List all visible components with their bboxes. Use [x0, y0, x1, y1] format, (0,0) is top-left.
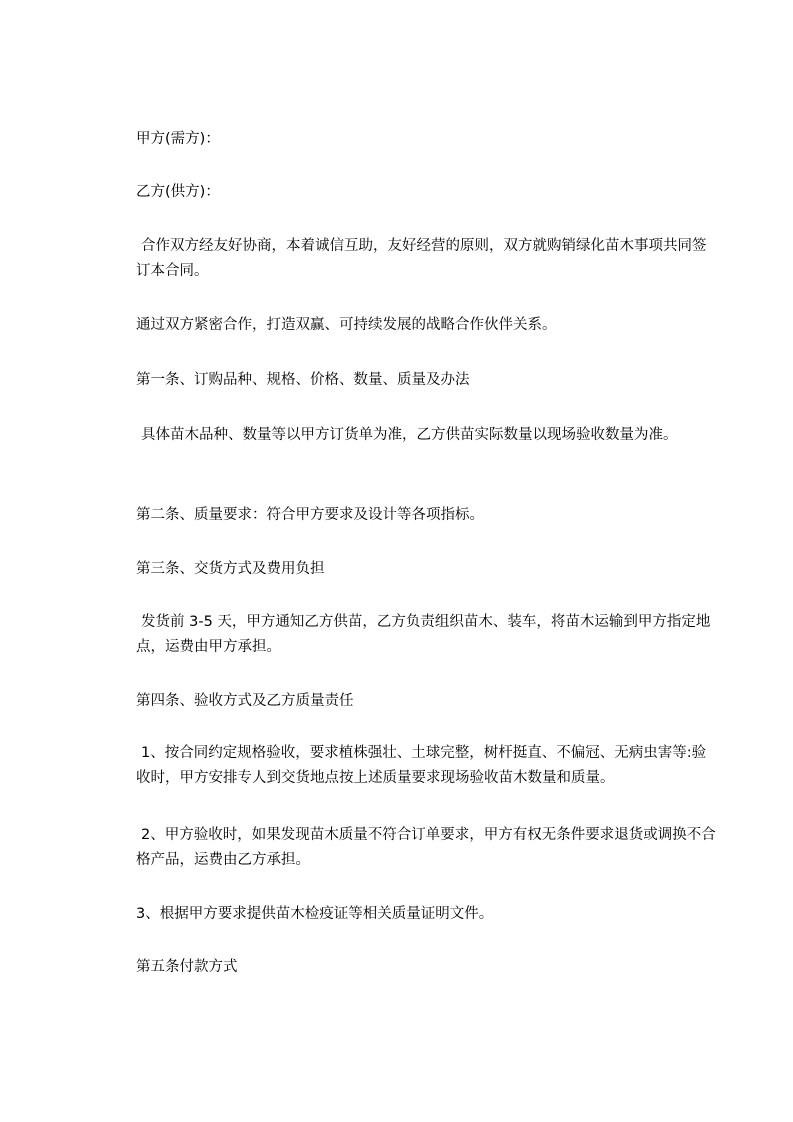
article-1-body: 具体苗木品种、数量等以甲方订货单为准，乙方供苗实际数量以现场验收数量为准。	[141, 427, 678, 443]
article-5-heading: 第五条付款方式	[136, 959, 238, 975]
article-2-heading: 第二条、质量要求：符合甲方要求及设计等各项指标。	[136, 507, 484, 523]
intro-paragraph: 合作双方经友好协商，本着诚信互助，友好经营的原则，双方就购销绿化苗木事项共同签订本合同。	[136, 238, 707, 279]
party-b-line: 乙方(供方)：	[136, 184, 220, 200]
article-3-heading: 第三条、交货方式及费用负担	[136, 561, 325, 577]
cooperation-paragraph: 通过双方紧密合作，打造双赢、可持续发展的战略合作伙伴关系。	[136, 317, 557, 333]
article-4-item-1: 1、按合同约定规格验收，要求植株强壮、土球完整，树杆挺直、不偏冠、无病虫害等:验收时，甲方安排专人到交货地点按上述质量要求现场验收苗木数量和质量。	[136, 745, 707, 786]
article-3-body: 发货前 3-5 天，甲方通知乙方供苗，乙方负责组织苗木、装车，将苗木运输到甲方指定地点，运费由甲方承担。	[136, 614, 711, 655]
article-4-heading: 第四条、验收方式及乙方质量责任	[136, 693, 354, 709]
article-4-item-2: 2、甲方验收时，如果发现苗木质量不符合订单要求，甲方有权无条件要求退货或调换不合格产品，运费由乙方承担。	[136, 827, 716, 868]
article-1-heading: 第一条、订购品种、规格、价格、数量、质量及办法	[136, 372, 470, 388]
party-a-line: 甲方(需方)：	[136, 131, 220, 147]
article-4-item-3: 3、根据甲方要求提供苗木检疫证等相关质量证明文件。	[136, 906, 494, 922]
